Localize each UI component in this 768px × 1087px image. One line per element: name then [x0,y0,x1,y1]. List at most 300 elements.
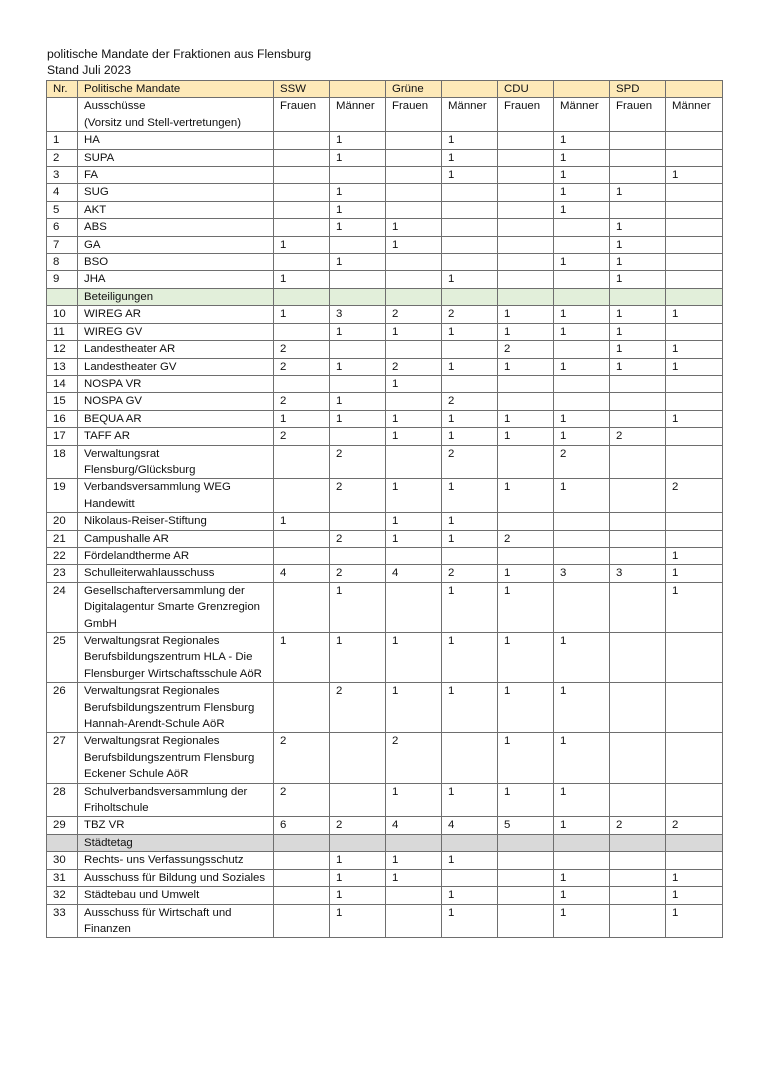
count-cell [442,869,498,886]
count-cell [330,547,386,564]
count-cell: 1 [498,582,554,632]
mandate-name: NOSPA GV [78,393,274,410]
count-cell: 1 [554,783,610,817]
count-cell: 1 [498,683,554,733]
count-cell: 1 [442,513,498,530]
count-cell [386,445,442,479]
count-cell [386,582,442,632]
count-cell: 2 [330,530,386,547]
section-row [47,834,723,851]
count-cell: 4 [386,817,442,834]
count-cell [666,633,723,683]
count-cell: 1 [610,236,666,253]
count-cell [330,733,386,783]
count-cell: 1 [554,479,610,513]
count-cell [610,783,666,817]
count-cell [610,479,666,513]
count-cell [666,783,723,817]
table-row [47,201,723,218]
count-cell: 1 [330,904,386,938]
count-cell: 1 [330,149,386,166]
table-row [47,341,723,358]
count-cell: 2 [386,358,442,375]
count-cell [554,530,610,547]
row-number: 3 [47,167,78,184]
count-cell: 1 [554,887,610,904]
count-cell: 2 [442,565,498,582]
mandate-name: Verbandsversammlung WEG Handewitt [78,479,274,513]
row-number: 30 [47,852,78,869]
count-cell: 1 [330,852,386,869]
count-cell [666,254,723,271]
count-cell: 1 [442,852,498,869]
count-cell: 2 [554,445,610,479]
count-cell [386,254,442,271]
mandate-name: GA [78,236,274,253]
count-cell [386,167,442,184]
table-row [47,733,723,783]
count-cell: 1 [610,254,666,271]
count-cell: 1 [666,887,723,904]
count-cell: 1 [330,358,386,375]
count-cell: 1 [610,219,666,236]
count-cell [610,633,666,683]
count-cell [666,236,723,253]
count-cell [554,513,610,530]
count-cell [274,201,330,218]
count-cell [442,733,498,783]
count-cell: 1 [610,358,666,375]
row-number: 19 [47,479,78,513]
count-cell: 1 [330,254,386,271]
count-cell: 1 [386,219,442,236]
count-cell: 1 [498,479,554,513]
table-row [47,184,723,201]
count-cell: 6 [274,817,330,834]
col-maenner: Männer [442,98,498,132]
count-cell: 1 [386,683,442,733]
table-row [47,817,723,834]
table-row [47,530,723,547]
count-cell [442,219,498,236]
count-cell: 2 [274,733,330,783]
count-cell: 1 [554,254,610,271]
count-cell: 2 [274,358,330,375]
mandate-name: ABS [78,219,274,236]
count-cell: 1 [330,219,386,236]
count-cell [386,547,442,564]
count-cell: 1 [498,410,554,427]
count-cell [498,236,554,253]
count-cell [610,904,666,938]
count-cell [666,428,723,445]
count-cell: 2 [330,683,386,733]
count-cell [554,547,610,564]
table-row [47,904,723,938]
table-row [47,236,723,253]
table-row [47,428,723,445]
count-cell [610,393,666,410]
row-number: 24 [47,582,78,632]
count-cell: 4 [274,565,330,582]
count-cell [274,852,330,869]
count-cell [666,132,723,149]
count-cell [554,236,610,253]
count-cell: 1 [554,904,610,938]
table-row [47,271,723,288]
count-cell [666,393,723,410]
table-row [47,254,723,271]
count-cell: 1 [386,479,442,513]
col-frauen: Frauen [386,98,442,132]
count-cell [554,219,610,236]
count-cell: 1 [442,428,498,445]
count-cell: 2 [274,783,330,817]
count-cell: 1 [666,869,723,886]
count-cell: 1 [330,132,386,149]
section-title: Städtetag [78,834,274,851]
count-cell: 1 [610,323,666,340]
count-cell: 1 [442,479,498,513]
count-cell: 1 [442,323,498,340]
count-cell [498,904,554,938]
row-number: 1 [47,132,78,149]
table-row [47,852,723,869]
subtitle-line: Stand Juli 2023 [47,63,132,77]
count-cell: 1 [610,271,666,288]
count-cell: 1 [386,869,442,886]
count-cell: 2 [274,393,330,410]
count-cell [330,236,386,253]
count-cell [666,852,723,869]
count-cell: 2 [610,817,666,834]
count-cell [274,149,330,166]
count-cell: 1 [554,817,610,834]
mandate-name: Campushalle AR [78,530,274,547]
count-cell [498,393,554,410]
count-cell [498,513,554,530]
count-cell [274,132,330,149]
count-cell [274,887,330,904]
count-cell [498,201,554,218]
row-number: 23 [47,565,78,582]
count-cell: 1 [666,547,723,564]
count-cell [610,149,666,166]
table-row [47,565,723,582]
count-cell [386,271,442,288]
count-cell: 1 [274,306,330,323]
col-frauen: Frauen [274,98,330,132]
table-row [47,219,723,236]
count-cell: 1 [386,375,442,392]
header-nr: Nr. [47,81,78,98]
count-cell: 1 [330,323,386,340]
count-cell [666,219,723,236]
count-cell: 2 [274,428,330,445]
mandate-name: Verwaltungsrat Regionales Berufsbildungszentrum Flensburg Hannah-Arendt-Schule AöR [78,683,274,733]
row-number: 7 [47,236,78,253]
mandate-name: Verwaltungsrat Regionales Berufsbildungszentrum Flensburg Eckener Schule AöR [78,733,274,783]
count-cell [666,184,723,201]
col-maenner: Männer [666,98,723,132]
count-cell [386,132,442,149]
subheader-mandate: Ausschüsse (Vorsitz und Stell-vertretungen) [78,98,274,132]
count-cell: 1 [666,167,723,184]
row-number: 32 [47,887,78,904]
mandate-name: WIREG GV [78,323,274,340]
count-cell: 2 [274,341,330,358]
mandate-name: Städtebau und Umwelt [78,887,274,904]
count-cell: 1 [554,323,610,340]
row-number: 14 [47,375,78,392]
header-party-ssw: SSW [274,81,330,98]
count-cell [442,254,498,271]
mandate-name: NOSPA VR [78,375,274,392]
count-cell: 1 [386,783,442,817]
count-cell: 2 [442,306,498,323]
table-row [47,869,723,886]
count-cell [666,149,723,166]
count-cell: 1 [274,513,330,530]
count-cell: 1 [330,393,386,410]
count-cell: 2 [330,565,386,582]
count-cell [442,547,498,564]
row-number: 5 [47,201,78,218]
row-number: 21 [47,530,78,547]
mandate-name: BEQUA AR [78,410,274,427]
count-cell [498,254,554,271]
count-cell [330,783,386,817]
count-cell: 1 [442,633,498,683]
document-title [47,46,311,78]
count-cell: 3 [330,306,386,323]
count-cell: 1 [498,358,554,375]
count-cell: 1 [274,271,330,288]
count-cell [610,887,666,904]
count-cell: 1 [554,633,610,683]
count-cell [666,271,723,288]
count-cell [554,341,610,358]
count-cell [498,852,554,869]
table-row [47,582,723,632]
count-cell [386,201,442,218]
count-cell: 1 [330,410,386,427]
count-cell [386,341,442,358]
title-line: politische Mandate der Fraktionen aus Flensburg [47,47,312,61]
count-cell [554,271,610,288]
count-cell [274,869,330,886]
row-number: 6 [47,219,78,236]
count-cell [274,530,330,547]
mandate-name: JHA [78,271,274,288]
row-number: 29 [47,817,78,834]
count-cell: 1 [554,428,610,445]
count-cell [666,733,723,783]
mandate-name: Verwaltungsrat Flensburg/Glücksburg [78,445,274,479]
count-cell: 2 [610,428,666,445]
row-number: 25 [47,633,78,683]
count-cell [498,869,554,886]
count-cell [554,582,610,632]
count-cell: 1 [554,184,610,201]
count-cell: 1 [330,633,386,683]
count-cell: 1 [274,633,330,683]
count-cell [442,201,498,218]
mandate-name: Schulverbandsversammlung der Friholtschule [78,783,274,817]
count-cell: 1 [666,904,723,938]
count-cell [666,530,723,547]
count-cell [610,530,666,547]
count-cell: 2 [666,817,723,834]
row-number: 27 [47,733,78,783]
count-cell [330,375,386,392]
count-cell: 1 [610,341,666,358]
count-cell [274,445,330,479]
mandate-name: Schulleiterwahlausschuss [78,565,274,582]
count-cell: 1 [442,132,498,149]
count-cell: 1 [274,236,330,253]
table-row [47,547,723,564]
count-cell: 2 [330,479,386,513]
count-cell [666,683,723,733]
count-cell [498,547,554,564]
table-row [47,375,723,392]
subheader-row [47,98,723,132]
table-row [47,306,723,323]
count-cell: 2 [330,817,386,834]
mandate-name: Ausschuss für Wirtschaft und Finanzen [78,904,274,938]
row-number: 28 [47,783,78,817]
mandate-name: Ausschuss für Bildung und Soziales [78,869,274,886]
count-cell: 1 [442,683,498,733]
row-number: 33 [47,904,78,938]
count-cell [610,167,666,184]
count-cell: 1 [498,633,554,683]
count-cell [498,887,554,904]
count-cell: 1 [386,428,442,445]
count-cell: 1 [554,132,610,149]
mandate-name: Rechts- uns Verfassungsschutz [78,852,274,869]
row-number: 12 [47,341,78,358]
count-cell [666,201,723,218]
table-row [47,167,723,184]
count-cell: 5 [498,817,554,834]
count-cell: 1 [498,733,554,783]
count-cell: 1 [386,530,442,547]
mandate-name: Gesellschafterversammlung der Digitalagentur Smarte Grenzregion GmbH [78,582,274,632]
count-cell: 1 [554,410,610,427]
row-number: 16 [47,410,78,427]
count-cell: 1 [442,783,498,817]
mandate-name: SUG [78,184,274,201]
count-cell: 2 [666,479,723,513]
table-row [47,783,723,817]
count-cell: 1 [442,358,498,375]
count-cell [610,733,666,783]
count-cell [330,513,386,530]
table-row [47,132,723,149]
count-cell [442,184,498,201]
table-row [47,683,723,733]
count-cell [442,375,498,392]
count-cell [442,236,498,253]
count-cell: 2 [442,445,498,479]
table-row [47,887,723,904]
count-cell: 2 [442,393,498,410]
count-cell [274,219,330,236]
count-cell [274,167,330,184]
count-cell: 1 [442,530,498,547]
count-cell: 1 [666,582,723,632]
count-cell [498,149,554,166]
count-cell: 2 [330,445,386,479]
table-row [47,393,723,410]
count-cell [610,410,666,427]
col-frauen: Frauen [498,98,554,132]
count-cell [274,683,330,733]
table-row [47,479,723,513]
table-row [47,323,723,340]
table-row [47,445,723,479]
header-party-gruene: Grüne [386,81,442,98]
row-number: 18 [47,445,78,479]
row-number: 4 [47,184,78,201]
count-cell [666,375,723,392]
count-cell [274,582,330,632]
count-cell [498,375,554,392]
col-frauen: Frauen [610,98,666,132]
count-cell [330,341,386,358]
row-number: 10 [47,306,78,323]
row-number: 13 [47,358,78,375]
count-cell [610,683,666,733]
count-cell [610,445,666,479]
count-cell [610,513,666,530]
count-cell [386,904,442,938]
count-cell [386,184,442,201]
mandate-name: BSO [78,254,274,271]
count-cell: 1 [498,323,554,340]
count-cell: 1 [554,201,610,218]
count-cell: 1 [386,410,442,427]
row-number: 8 [47,254,78,271]
count-cell: 1 [330,201,386,218]
count-cell: 1 [554,149,610,166]
count-cell: 4 [386,565,442,582]
count-cell: 1 [666,565,723,582]
count-cell: 1 [386,513,442,530]
count-cell [554,852,610,869]
count-cell: 1 [274,410,330,427]
count-cell: 4 [442,817,498,834]
row-number: 26 [47,683,78,733]
count-cell [386,393,442,410]
mandate-name: SUPA [78,149,274,166]
table-row [47,513,723,530]
mandate-name: TAFF AR [78,428,274,445]
count-cell [498,445,554,479]
count-cell [610,132,666,149]
count-cell: 3 [610,565,666,582]
count-cell [274,547,330,564]
count-cell [554,393,610,410]
mandate-name: Nikolaus-Reiser-Stiftung [78,513,274,530]
count-cell: 1 [442,149,498,166]
count-cell [386,149,442,166]
count-cell: 1 [442,167,498,184]
header-row [47,81,723,98]
count-cell: 3 [554,565,610,582]
